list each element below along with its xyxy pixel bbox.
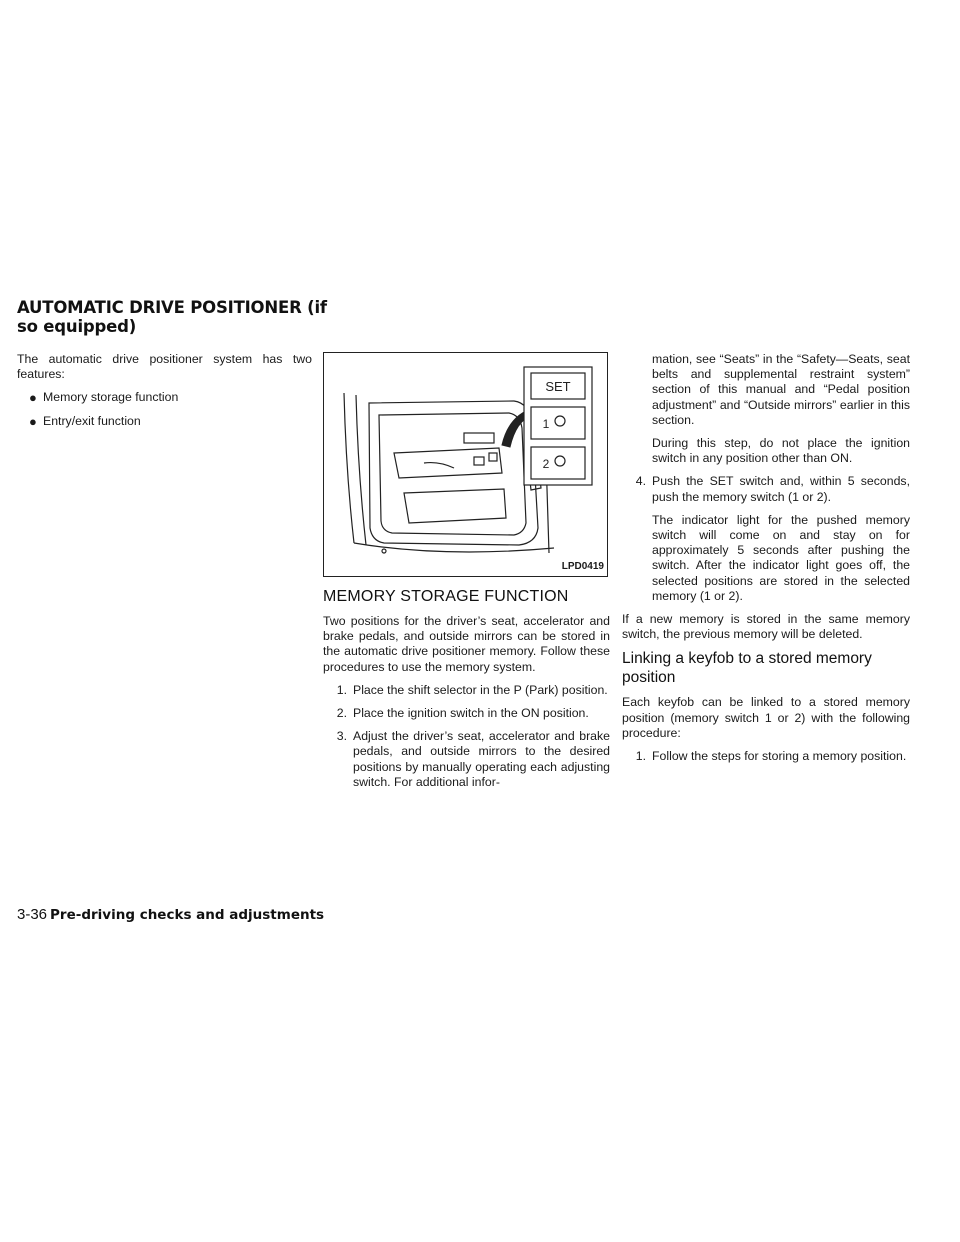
intro-paragraph: The automatic drive positioner system has two features: <box>17 352 312 382</box>
step-item <box>323 706 610 721</box>
column-1 <box>17 352 312 437</box>
step-number: 1. <box>336 682 347 697</box>
page-footer <box>17 906 324 923</box>
set-label: SET <box>545 379 571 394</box>
bullet-icon: ● <box>29 413 37 429</box>
list-item-text: Memory storage function <box>43 390 179 405</box>
feature-list <box>17 390 312 428</box>
door-switch-figure <box>323 352 608 577</box>
step-text: Place the shift selector in the P (Park) position. <box>353 682 608 697</box>
step-text: Follow the steps for storing a memory position. <box>652 749 907 764</box>
step-item <box>622 749 910 764</box>
keyfob-intro: Each keyfob can be linked to a stored memory position (memory switch 1 or 2) with the following procedure: <box>622 695 910 740</box>
step-item <box>323 683 610 698</box>
memory-1-label: 1 <box>542 417 550 431</box>
step3-note: During this step, do not place the ignition switch in any position other than ON. <box>652 436 910 466</box>
memory-intro: Two positions for the driver’s seat, accelerator and brake pedals, and outside mirrors can be stored in the automatic drive positioner memory. Follow these procedures to use the memory system. <box>323 614 610 674</box>
step-number: 3. <box>336 729 347 744</box>
figure-code: LPD0419 <box>561 560 604 572</box>
step-item <box>323 729 610 790</box>
step-number: 2. <box>336 706 347 721</box>
step-number: 1. <box>635 749 646 764</box>
column-3 <box>622 352 910 772</box>
memory-steps <box>323 683 610 790</box>
door-illustration <box>324 353 607 576</box>
memory-2-label: 2 <box>542 457 550 471</box>
step3-continuation: mation, see “Seats” in the “Safety—Seats, seat belts and supplemental restraint system” section of this manual and “Pedal position adjustment” and “Outside mirrors” earlier in this section. <box>652 352 910 427</box>
list-item <box>29 390 312 405</box>
column-2 <box>323 352 610 798</box>
section-title: AUTOMATIC DRIVE POSITIONER (if so equipped) <box>17 298 327 336</box>
page-number: 3-36 <box>17 906 48 923</box>
bullet-icon: ● <box>29 390 37 406</box>
step-text: Push the SET switch and, within 5 seconds, push the memory switch (1 or 2). <box>652 474 910 504</box>
step-text: Adjust the driver’s seat, accelerator and brake pedals, and outside mirrors to the desired positions by manually operating each adjusting switch. For additional infor- <box>353 729 610 789</box>
keyfob-heading: Linking a keyfob to a stored memory position <box>622 650 872 686</box>
list-item <box>29 414 312 429</box>
list-item-text: Entry/exit function <box>43 413 141 428</box>
overwrite-paragraph: If a new memory is stored in the same memory switch, the previous memory will be deleted. <box>622 612 910 642</box>
step4-note: The indicator light for the pushed memory switch will come on and stay on for approximately 5 seconds after pushing the switch. After the indicator light goes off, the selected positions are stored in the selected memory (1 or 2). <box>652 512 910 603</box>
memory-heading: MEMORY STORAGE FUNCTION <box>323 588 569 605</box>
footer-title: Pre-driving checks and adjustments <box>50 907 325 923</box>
step-item <box>622 474 910 504</box>
step-text: Place the ignition switch in the ON position. <box>353 706 589 721</box>
step-number: 4. <box>635 474 646 489</box>
